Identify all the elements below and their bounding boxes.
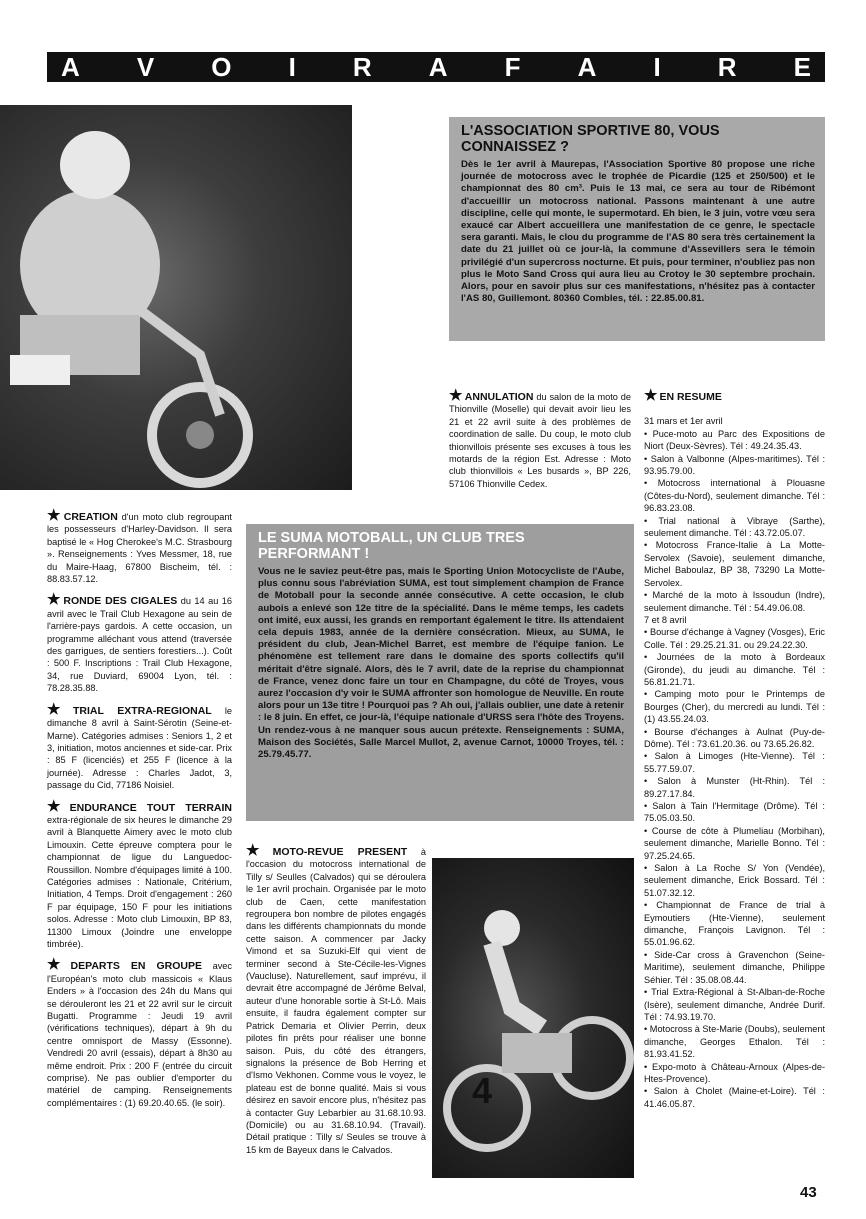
news-item: [47, 591, 233, 694]
section-banner: [47, 52, 825, 82]
item-heading: MOTO-REVUE PRESENT: [272, 846, 408, 858]
resume-line: • Bourse d'échanges à Aulnat (Puy-de-Dôme). Tél : 73.61.20.36. ou 73.65.26.82.: [644, 726, 825, 749]
resume-line: • Motocross international à Plouasne (Côtes-du-Nord), seulement dimanche. Tél : 96.83.23.08.: [644, 478, 825, 514]
item-heading: EN RESUME: [659, 391, 722, 403]
news-item: [47, 700, 232, 792]
resume-line: • Expo-moto à Château-Arnoux (Alpes-de-Htes-Provence).: [644, 1061, 825, 1084]
column-en-resume: [644, 387, 825, 1110]
item-text: extra-régionale de six heures le dimanche 29 avril à Blanquette Aimery avec le moto club Limouxin. Cette épreuve comptera pour le championnat de ligue du Languedoc-Roussillon. Nombre d'équipages limité à 100. Catégories admises : Nationale, Critérium, Initiation, 4 Temps. Droit d'engagement : 260 F par équipage, 150 F pour les initiations solos. Adresse : Moto club Limouxin, BP 83, 11300 Limoux (Joindre une enveloppe timbrée).: [47, 814, 232, 949]
star-icon: ★: [47, 700, 72, 718]
box-as-body: Dès le 1er avril à Maurepas, l'Association Sportive 80 propose une riche journée de motocross avec le trophée de Picardie (125 et 250/500) et le championnat des 80 cm³. Puis le 13 mai, ce sera au tour de Ribémont d'accueillir un motocross national. Passons maintenant à une autre discipline, celle qui monte, le supermotard. Eh bien, le 3 juin, votre vœu sera exaucé car Albert accueillera une manifestation de ce genre, le spectacle sera garanti. Mais, le clou du programme de l'AS 80 sera très certainement la date du 21 juillet où ce jour-là, la commune d'Assevillers sera le témoin privilégié d'un supercross nocturne. Et puis, pour terminer, n'oubliez pas non plus le Moto Sand Cross qui aura lieu au Crotoy le 30 septembre prochain. Alors, pour en savoir plus sur ces manifestations, n'hésitez pas à contacter l'AS 80, Guillemont. 80360 Combles, tél. : 22.85.00.81.: [461, 159, 815, 305]
resume-line: • Marché de la moto à Issoudun (Indre), seulement dimanche. Tél : 54.49.06.08.: [644, 590, 825, 613]
column-left: [47, 507, 233, 1118]
item-heading: RONDE DES CIGALES: [63, 595, 178, 608]
item-text: avec l'Européan's moto club massicois « Klaus Enders » à l'occasion des 24h du Mans qui se dérouleront les 21 et 22 avril sur le circuit Bugatti. Programme : Jeudi 19 avril (vérifications techniques), départ à 9h du centre omnisport de Massy (Essonne). Vendredi 20 avril (essais), départ à 8h30 au même endroit. Prix : 200 F (entrée du circuit comprise). Ne pas oublier d'emporter du matériel de camping. Renseignements complémentaires : (1) 69.20.40.65. (le soir).: [47, 961, 233, 1108]
item-text: du 14 au 16 avril avec le Trail Club Hexagone au sein de l'arrière-pays gardois. A cette occasion, un programme alléchant vous attend (traversée des garrigues, de sentiers forestiers...). Coût : 500 F. Inscriptions : Trail Club Hexagone, 34, rue Duviard, 69004 Lyon, tél. : 78.28.35.88.: [47, 596, 233, 694]
news-item: [47, 507, 232, 585]
resume-line: • Bourse d'échange à Vagney (Vosges), Eric Colle. Tél : 29.25.21.31. ou 29.24.22.30.: [644, 627, 825, 650]
banner-letter: I: [288, 51, 296, 82]
box-as-title: L'ASSOCIATION SPORTIVE 80, VOUS CONNAISSEZ ?: [461, 123, 720, 155]
resume-line: 31 mars et 1er avril: [644, 416, 723, 427]
resume-line: • Trial national à Vibraye (Sarthe), seulement dimanche. Tél : 43.72.05.07.: [644, 515, 825, 539]
banner-letter: V: [136, 51, 155, 82]
star-icon: ★: [246, 842, 271, 859]
rider-illustration: [0, 105, 352, 490]
news-item: [47, 956, 233, 1109]
item-text: du salon de la moto de Thionville (Moselle) qui devait avoir lieu les 21 et 22 avril suite à des problèmes de coordination de salle. Du coup, le moto club thionvillois présente ses excuses à tous les motards de la région Est. Adresse : Moto club thionvillois « Les busards », BP 226, 57106 Thionville Cedex.: [449, 392, 632, 489]
resume-line: • Puce-moto au Parc des Expositions de Niort (Deux-Sèvres). Tél : 49.24.35.43.: [644, 428, 825, 452]
photo-motocross-jump: [432, 858, 634, 1178]
star-icon: ★: [47, 591, 62, 609]
photo-motocross-rider: [0, 105, 352, 490]
banner-letter: A: [61, 51, 80, 82]
resume-line: • Journées de la moto à Bordeaux (Gironde), du jeudi au dimanche. Tél : 56.81.21.71.: [644, 652, 825, 687]
resume-line: • Motocross à Ste-Marie (Doubs), seulement dimanche, Georges Ethalon. Tél : 81.93.41.52.: [644, 1024, 825, 1060]
star-icon: ★: [47, 507, 62, 524]
star-icon: ★: [644, 387, 658, 404]
banner-letter: R: [717, 51, 737, 82]
jump-illustration: [432, 858, 634, 1178]
banner-letter: F: [504, 51, 521, 82]
item-moto-revue: [246, 842, 426, 1165]
item-heading: TRIAL EXTRA-REGIONAL: [73, 704, 212, 717]
resume-line: • Camping moto pour le Printemps de Bourges (Cher), du mercredi au lundi. Tél : (1) 43.55.24.03.: [644, 689, 825, 725]
item-text: d'un moto club regroupant les possesseurs d'Harley-Davidson. Il sera baptisé le « Hog Cherokee's M.C. Strasbourg ». Renseignements : Yves Messmer, 18, rue du Maire-Haag, 67800 Bischeim, tél. : 88.83.57.12.: [47, 512, 232, 585]
resume-line: • Side-Car cross à Gravenchon (Seine-Maritime), seulement dimanche, Philippe Séhier. Tél : 35.08.08.44.: [644, 949, 825, 985]
box-association-sportive-80: [449, 117, 825, 341]
box-suma-title: LE SUMA MOTOBALL, UN CLUB TRES PERFORMANT !: [258, 530, 525, 562]
resume-line: • Motocross France-Italie à La Motte-Servolex (Savoie), seulement dimanche, Michel Baboulaz, BP 38, 73290 La Motte-Servolex.: [644, 540, 825, 588]
item-heading: ENDURANCE TOUT TERRAIN: [69, 801, 232, 814]
resume-line: • Salon à Valbonne (Alpes-maritimes). Tél : 93.95.79.00.: [644, 453, 825, 477]
resume-line: • Salon à Cholet (Maine-et-Loire). Tél : 41.46.05.87.: [644, 1086, 825, 1109]
item-heading: CREATION: [63, 511, 118, 523]
race-number: 4: [472, 1070, 493, 1111]
banner-letter: R: [352, 51, 372, 82]
banner-letter: A: [428, 51, 448, 82]
resume-line: • Trial Extra-Régional à St-Alban-de-Roche (Isère), seulement dimanche, Andrée Durif. Tél : 74.93.19.70.: [644, 987, 825, 1022]
resume-line: • Salon à Limoges (Hte-Vienne). Tél : 55.77.59.07.: [644, 751, 825, 774]
star-icon: ★: [449, 387, 463, 404]
resume-line: • Course de côte à Plumeliau (Morbihan), seulement dimanche, Marielle Bonno. Tél : 97.25.24.65.: [644, 825, 825, 861]
item-text: à l'occasion du motocross international de Tilly s/ Seulles (Calvados) qui se déroulera le 1er avril prochain. Organisée par le moto club de Caen, cette manifestation regroupera bon nombre de pilotes engagés dans les différents championnats du monde cette saison. A commencer par Jacky Vimond et sa Suzuki-Elf qui vient de terminer second à Ste-Cécile-les-Vignes (Vaucluse). Naturellement, sauf imprévu, il devrait être accompagné de Jérôme Belval, auteur d'une honorable sortie à St-Lô. Mais ensuite, il faudra également compter sur Patrick Demaria et Olivier Perrin, deux pilotes fin prêts pour réaliser une bonne saison. Puis, du côté des étrangers, signalons la présence de Bob Herring et d'Ismo Vekhonen. Comme vous le voyez, le plateau est de bonne qualité. Mais si vous désirez en savoir encore plus, n'hésitez pas à contacter Guy Lebarbier au 31.68.10.93. (Domicile) ou au 31.68.10.94. (Travail). Détail pratique : Tilly s/ Seules se trouve à 15 km de Bayeux dans le Calvados.: [246, 847, 426, 1155]
box-suma-body: Vous ne le saviez peut-être pas, mais le Sporting Union Motocycliste de l'Aube, plus connu sous l'abréviation SUMA, est tout simplement champion de France de Motoball pour la seconde année consécutive. A cette occasion, le club aubois a enlevé son 12e titre de la spécialité. Dans le même temps, les cadets ont imité, eux aussi, les grands en remportant également le titre. Ils attendaient cela depuis 1983, année de la dernière consécration. Mieux, au SUMA, le président du club, Jean-Michel Barret, est membre de l'équipe fanion. Le phénomène est tellement rare dans le domaine des sports collectifs qu'il méritait d'être signalé. Alors, dès le 7 avril, date de la reprise du championnat de France, venez donc faire un tour en Champagne, du côté de Troyes, vous aurez l'occasion d'y voir le SUMA affronter son homologue de Neuville. En route alors pour un 13e titre ! Pourquoi pas ? Ah oui, j'allais oublier, une date à retenir : le 8 juin. En effet, ce jour-là, l'équipe nationale d'URSS sera l'hôte des Troyens. Un rendez-vous à ne manquer sous aucun prétexte. Renseignements : SUMA, Maison des Sociétés, Salle Marcel Mullot, 2, avenue Carnot, 10000 Troyes, tél. : 25.79.45.77.: [258, 566, 624, 761]
resume-list: [644, 415, 825, 1110]
box-suma-motoball: [246, 524, 634, 821]
resume-line: • Salon à Munster (Ht-Rhin). Tél : 89.27.17.84.: [644, 776, 825, 799]
resume-line: • Championnat de France de trial à Eymoutiers (Hte-Vienne), seulement dimanche, François Lavignon. Tél : 55.01.96.62.: [644, 900, 825, 948]
banner-letter: I: [653, 51, 661, 82]
item-text: le dimanche 8 avril à Saint-Sérotin (Seine-et-Marne). Catégories admises : Seniors 1, 2 et 3, initiation, motos anciennes et side-car. Prix : 85 F (licenciés) et 255 F (licence à la journée). Adresse : Charles Jadot, 3, passage du Cid, 77186 Noisiel.: [47, 705, 232, 791]
page-number: 43: [800, 1184, 817, 1201]
banner-letter: A: [577, 51, 597, 82]
item-heading: DEPARTS EN GROUPE: [70, 960, 202, 973]
star-icon: ★: [47, 956, 69, 974]
star-icon: ★: [47, 797, 68, 815]
banner-letter: E: [793, 51, 811, 82]
item-annulation: [449, 387, 632, 499]
resume-line: • Salon à Tain l'Hermitage (Drôme). Tél : 75.05.03.50.: [644, 801, 825, 824]
item-heading: ANNULATION: [464, 391, 534, 403]
news-item: [47, 797, 232, 951]
resume-line: • Salon à La Roche S/ Yon (Vendée), seulement dimanche, Erick Bossard. Tél : 51.07.32.12.: [644, 863, 825, 898]
banner-letter: O: [211, 51, 232, 82]
resume-line: 7 et 8 avril: [644, 614, 687, 625]
